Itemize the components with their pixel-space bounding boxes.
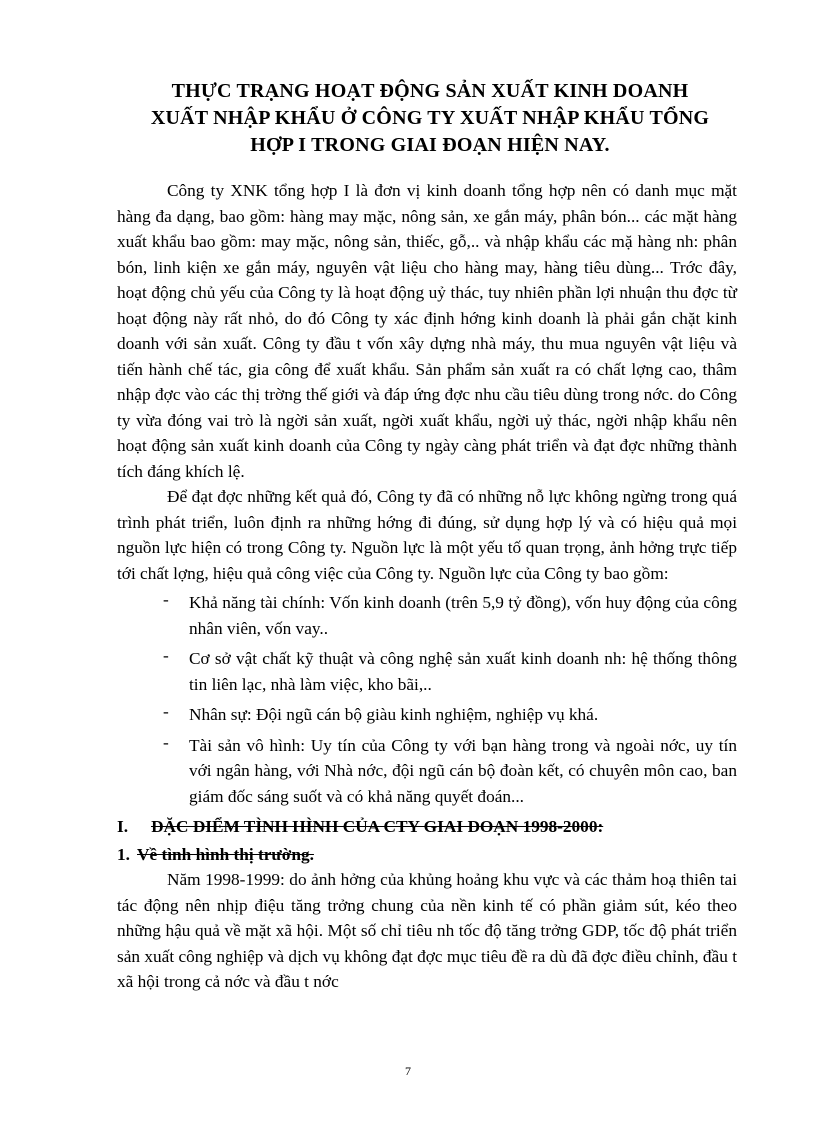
list-item (163, 646, 737, 697)
bullet-dash: - (163, 590, 169, 609)
intro-paragraph: Công ty XNK tổng hợp I là đơn vị kinh doanh tổng hợp nên có danh mục mặt hàng đa dạng, bao gồm: hàng may mặc, nông sản, xe gắn máy, phân bón... các mặt hàng xuất khẩu bao gồm: may mặc, nông sản, thiếc, gỗ,.. và nhập khẩu các mặ hàng nh: phân bón, linh kiện xe gắn máy, nguyên vật liệu cho hàng may, hàng tiêu dùng... Trớc đây, hoạt động chủ yếu của Công ty là hoạt động uỷ thác, tuy nhiên phần lợi nhuận thu đợc từ hoạt động này rất nhỏ, do đó Công ty xác định hớng kinh doanh là phải gắn chặt kinh doanh với sản xuất. Công ty đầu t vốn xây dựng nhà máy, thu mua nguyên vật liệu và tiến hành chế tác, gia công để xuất khẩu. Sản phẩm sản xuất ra có chất lợng cao, thâm nhập đợc vào các thị trờng thế giới và đáp ứng đợc nhu cầu tiêu dùng trong nớc. do Công ty vừa đóng vai trò là ngời sản xuất, ngời xuất khẩu, ngời uỷ thác, ngời nhập khẩu nên hoạt động sản xuất kinh doanh của Công ty ngày càng phát triển và đạt đợc những thành tích đáng khích lệ. (117, 181, 737, 481)
bullet-dash: - (163, 732, 169, 752)
list-item-text: Khả năng tài chính: Vốn kinh doanh (trên 5,9 tỷ đồng), vốn huy động của công nhân viên, vốn vay.. (189, 593, 737, 638)
section-title: ĐẶC ĐIỂM TÌNH HÌNH CỦA CTY GIAI ĐOẠN 1998-2000: (151, 817, 604, 836)
list-item-text: Nhân sự: Đội ngũ cán bộ giàu kinh nghiệm, nghiệp vụ khá. (189, 705, 599, 724)
bullet-dash: - (163, 646, 169, 665)
list-item (163, 702, 737, 728)
market-paragraph: Năm 1998-1999: do ảnh hởng của khủng hoảng khu vực và các thảm hoạ thiên tai tác động nên nhịp điệu tăng trởng chung của nền kinh tế có phần giảm sút, kéo theo những hậu quả về mặt xã hội. Một số chỉ tiêu nh tốc độ tăng trởng GDP, tốc độ phát triển sản xuất công nghiệp và dịch vụ không đạt đợc mục tiêu đề ra dù đã đợc điều chỉnh, đầu t xã hội trong cả nớc và đầu t nớc (117, 870, 737, 991)
document-title (100, 78, 760, 159)
list-item-text: Cơ sở vật chất kỹ thuật và công nghệ sản xuất kinh doanh nh: hệ thống thông tin liên lạc, nhà làm việc, kho bãi,.. (189, 649, 737, 694)
title-line-3: HỢP I TRONG GIAI ĐOẠN HIỆN NAY. (250, 134, 610, 156)
section-heading-1 (117, 814, 737, 840)
title-line-1: THỰC TRẠNG HOẠT ĐỘNG SẢN XUẤT KINH DOANH (171, 80, 689, 102)
list-item (163, 732, 737, 810)
document-body (117, 178, 737, 995)
list-item (163, 590, 737, 641)
title-line-2: XUẤT NHẬP KHẨU Ở CÔNG TY XUẤT NHẬP KHẨU TỔNG (150, 107, 710, 129)
subsection-heading-1-1 (117, 842, 737, 868)
subsection-title: Về tình hình thị trường. (137, 844, 314, 864)
section-number: I. (117, 817, 129, 836)
page-number: 7 (405, 1064, 411, 1078)
resources-paragraph: Để đạt đợc những kết quả đó, Công ty đã có những nỗ lực không ngừng trong quá trình phát triển, luôn định ra những hớng đi đúng, sử dụng hợp lý và có hiệu quả mọi nguồn lực hiện có trong Công ty. Nguồn lực là một yếu tố quan trọng, ảnh hởng trực tiếp tới chất lợng, hiệu quả công việc của Công ty. Nguồn lực của Công ty bao gồm: (117, 487, 737, 583)
list-item-text: Tài sản vô hình: Uy tín của Công ty với bạn hàng trong và ngoài nớc, uy tín với ngân hàng, với Nhà nớc, đội ngũ cán bộ đoàn kết, có chuyên môn cao, ban giám đốc sáng suốt và có khả năng quyết đoán... (189, 735, 737, 806)
resource-list (117, 590, 737, 809)
subsection-number: 1. (117, 844, 130, 864)
bullet-dash: - (163, 702, 169, 721)
